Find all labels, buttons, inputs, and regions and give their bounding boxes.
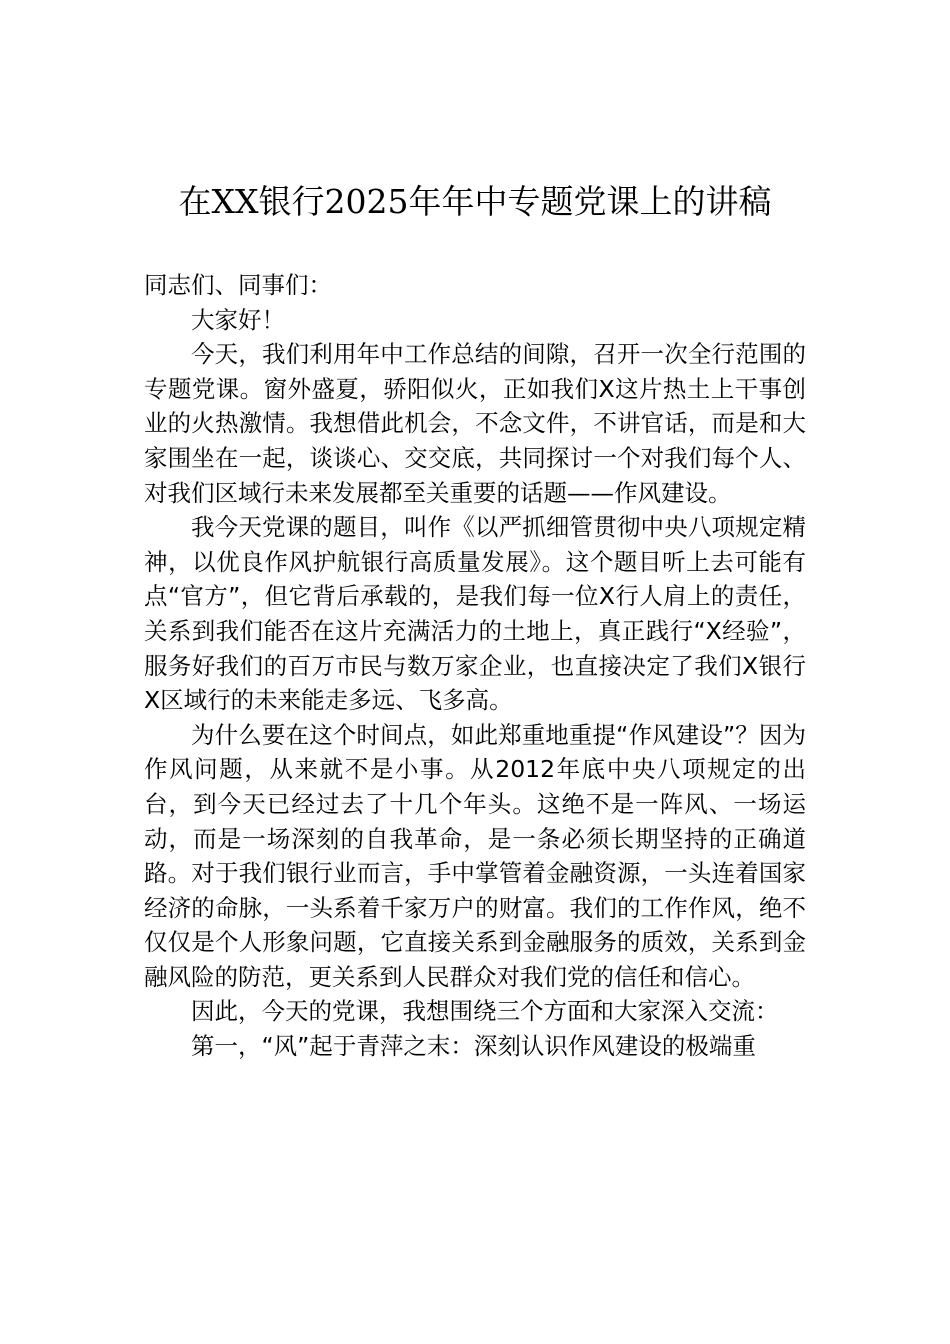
document-body xyxy=(144,268,806,1064)
paragraph-opening: 今天，我们利用年中工作总结的间隙，召开一次全行范围的专题党课。窗外盛夏，骄阳似火，正如我们X这片热土上干事创业的火热激情。我想借此机会，不念文件，不讲官话，而是和大家围坐在一起，谈谈心、交交底，共同探讨一个对我们每个人、对我们区域行未来发展都至关重要的话题——作风建设。 xyxy=(144,340,806,507)
paragraph-outline: 因此，今天的党课，我想围绕三个方面和大家深入交流： xyxy=(191,997,779,1026)
paragraph-topic: 我今天党课的题目，叫作《以严抓细管贯彻中央八项规定精神，以优良作风护航银行高质量发展》。这个题目听上去可能有点“官方”，但它背后承载的，是我们每一位X行人肩上的责任，关系到我们能否在这片充满活力的土地上，真正践行“X经验”，服务好我们的百万市民与数万家企业，也直接决定了我们X银行X区域行的未来能走多远、飞多高。 xyxy=(144,513,806,715)
paragraph-first-point: 第一，“风”起于青萍之末：深刻认识作风建设的极端重 xyxy=(191,1032,756,1061)
document-title: 在XX银行2025年年中专题党课上的讲稿 xyxy=(178,182,772,221)
paragraph-why: 为什么要在这个时间点，如此郑重地重提“作风建设”？因为作风问题，从来就不是小事。从2012年底中央八项规定的出台，到今天已经过去了十几个年头。这绝不是一阵风、一场运动，而是一场深刻的自我革命，是一条必须长期坚持的正确道路。对于我们银行业而言，手中掌管着金融资源，一头连着国家经济的命脉，一头系着千家万户的财富。我们的工作作风，绝不仅仅是个人形象问题，它直接关系到金融服务的质效，关系到金融风险的防范，更关系到人民群众对我们党的信任和信心。 xyxy=(144,720,806,991)
salutation: 同志们、同事们： xyxy=(144,271,332,299)
paragraph-greeting: 大家好！ xyxy=(191,305,285,334)
